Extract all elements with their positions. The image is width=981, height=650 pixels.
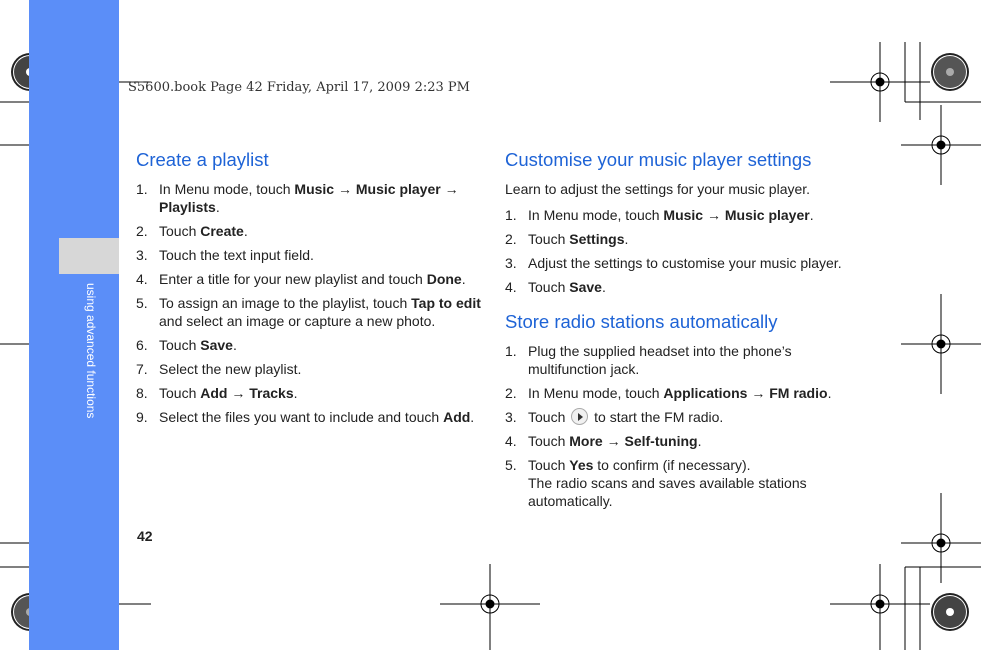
- ui-term: Music player: [355, 181, 441, 197]
- step-item: [136, 294, 481, 330]
- step-item: [505, 432, 850, 450]
- step-text: and select an image or capture a new photo.: [159, 313, 436, 329]
- right-column: [505, 148, 850, 516]
- step-number: 4.: [505, 279, 517, 295]
- step-number: 1.: [505, 343, 517, 359]
- step-text: to start the FM radio.: [590, 409, 724, 425]
- ui-term: Playlists: [159, 199, 216, 215]
- section-intro: Learn to adjust the settings for your music player.: [505, 181, 811, 197]
- ui-term: Save: [200, 337, 233, 353]
- step-item: [136, 270, 481, 288]
- step-number: 7.: [136, 361, 148, 377]
- step-number: 4.: [136, 271, 148, 287]
- step-text: to confirm (if necessary).: [593, 457, 751, 473]
- step-number: 1.: [136, 181, 148, 197]
- step-text: Select the new playlist.: [159, 361, 302, 377]
- ui-term: Music: [294, 181, 335, 197]
- steps-list: [136, 180, 481, 426]
- step-item: [505, 278, 850, 296]
- step-text: In Menu mode, touch: [528, 207, 664, 223]
- ui-term: Music player: [724, 207, 810, 223]
- step-text: .: [470, 409, 475, 425]
- section-title-create-playlist: Create a playlist: [136, 149, 269, 170]
- ui-term: Create: [200, 223, 244, 239]
- step-number: 6.: [136, 337, 148, 353]
- step-number: 2.: [505, 385, 517, 401]
- step-item: [136, 408, 481, 426]
- step-text: Plug the supplied headset into the phone’s multifunction jack.: [528, 343, 792, 377]
- ui-term: Save: [569, 279, 602, 295]
- sidebar-label: using advanced functions: [84, 283, 98, 419]
- page-number: 42: [137, 528, 153, 544]
- print-header: S5600.book Page 42 Friday, April 17, 2009 2:23 PM: [128, 80, 470, 95]
- step-number: 5.: [136, 295, 148, 311]
- section-title-radio-stations: Store radio stations automatically: [505, 311, 778, 332]
- ui-term: Yes: [569, 457, 594, 473]
- ui-term: Done: [426, 271, 462, 287]
- step-number: 9.: [136, 409, 148, 425]
- step-text: .: [461, 271, 466, 287]
- step-text: .: [697, 433, 702, 449]
- ui-term: Add: [443, 409, 471, 425]
- ui-term: Music: [663, 207, 704, 223]
- step-text: .: [601, 279, 606, 295]
- step-text: Enter a title for your new playlist and touch: [159, 271, 427, 287]
- step-text: Select the files you want to include and touch: [159, 409, 444, 425]
- step-text: →: [747, 385, 770, 401]
- step-text: .: [293, 385, 298, 401]
- step-text: Adjust the settings to customise your music player.: [528, 255, 842, 271]
- step-text: .: [827, 385, 832, 401]
- step-text: →: [334, 181, 356, 197]
- step-item: [136, 336, 481, 354]
- ui-term: Tracks: [249, 385, 294, 401]
- step-text: .: [232, 337, 237, 353]
- step-number: 3.: [505, 255, 517, 271]
- step-text: Touch: [528, 279, 570, 295]
- step-text: To assign an image to the playlist, touch: [159, 295, 412, 311]
- step-item: [505, 342, 850, 378]
- sidebar-tab: [59, 238, 119, 274]
- step-text: →: [440, 181, 459, 197]
- step-text: Touch: [159, 223, 201, 239]
- steps-list: [505, 206, 850, 296]
- sidebar-band: [29, 0, 119, 650]
- steps-list: [505, 342, 850, 510]
- step-item: [136, 222, 481, 240]
- step-text: →: [703, 207, 725, 223]
- step-item: [505, 206, 850, 224]
- step-text: Touch: [528, 231, 570, 247]
- step-text: →: [227, 385, 250, 401]
- ui-term: Applications: [663, 385, 748, 401]
- step-number: 1.: [505, 207, 517, 223]
- step-text: .: [809, 207, 814, 223]
- ui-term: FM radio: [769, 385, 828, 401]
- step-text: →: [602, 433, 625, 449]
- ui-term: Self-tuning: [624, 433, 698, 449]
- step-number: 8.: [136, 385, 148, 401]
- step-text: Touch: [159, 337, 201, 353]
- step-text: .: [624, 231, 629, 247]
- step-text: Touch: [528, 433, 570, 449]
- step-number: 2.: [136, 223, 148, 239]
- left-column: [136, 148, 481, 432]
- step-item: [136, 360, 481, 378]
- step-number: 3.: [505, 409, 517, 425]
- ui-term: Settings: [569, 231, 625, 247]
- step-text: Touch: [528, 457, 570, 473]
- step-item: [505, 230, 850, 248]
- step-text: In Menu mode, touch: [159, 181, 295, 197]
- step-item: [505, 408, 850, 426]
- ui-term: More: [569, 433, 603, 449]
- step-text: Touch the text input field.: [159, 247, 314, 263]
- step-number: 3.: [136, 247, 148, 263]
- step-text: Touch: [159, 385, 201, 401]
- step-text: .: [215, 199, 220, 215]
- step-text: Touch: [528, 409, 570, 425]
- play-icon: [571, 408, 588, 425]
- step-item: [136, 246, 481, 264]
- step-text: In Menu mode, touch: [528, 385, 664, 401]
- step-item: [136, 180, 481, 216]
- step-number: 5.: [505, 457, 517, 473]
- section-title-music-settings: Customise your music player settings: [505, 149, 812, 170]
- ui-term: Tap to edit: [411, 295, 481, 311]
- step-number: 2.: [505, 231, 517, 247]
- ui-term: Add: [200, 385, 228, 401]
- step-item: [136, 384, 481, 402]
- step-item: [505, 384, 850, 402]
- step-text: .: [243, 223, 248, 239]
- step-text: The radio scans and saves available stations automatically.: [528, 475, 807, 509]
- step-item: [505, 254, 850, 272]
- step-number: 4.: [505, 433, 517, 449]
- step-item: [505, 456, 850, 510]
